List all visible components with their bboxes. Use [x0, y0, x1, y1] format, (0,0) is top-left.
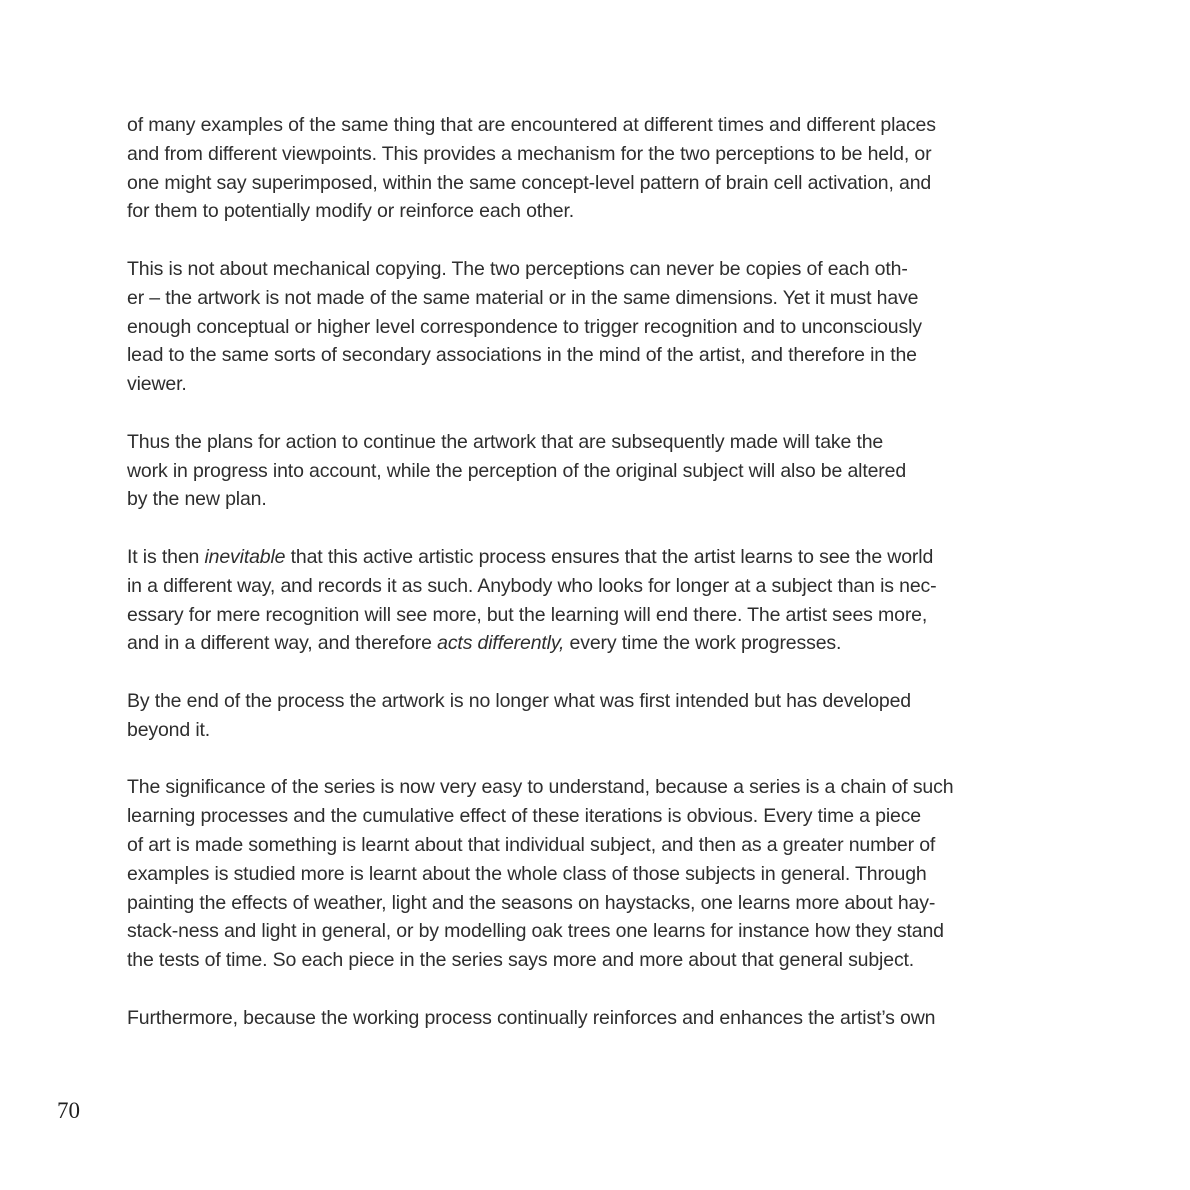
paragraph: It is then inevitable that this active artistic process ensures that the artist learns to see the world in a different way, and records it as such. Anybody who looks for longer at a subject than is nec- essary for mere recognition will see more, but the learning will end there. The artist sees more, and in a different way, and therefore acts differently, every time the work progresses.: [127, 545, 937, 655]
paragraph: of many examples of the same thing that are encountered at different times and different places and from different viewpoints. This provides a mechanism for the two perceptions to be held, or one might say superimposed, within the same concept-level pattern of brain cell activation, and for them to potentially modify or reinforce each other.: [127, 114, 936, 223]
paragraph: This is not about mechanical copying. The two perceptions can never be copies of each oth- er – the artwork is not made of the same material or in the same dimensions. Yet it must have enough conceptual or higher level correspondence to trigger recognition and to unconsciously lead to the same sorts of secondary associations in the mind of the artist, and therefore in the viewer.: [127, 257, 922, 396]
page-text: [127, 111, 1087, 1061]
paragraph: By the end of the process the artwork is no longer what was first intended but has developed beyond it.: [127, 689, 912, 741]
page-number: 70: [57, 1098, 80, 1123]
paragraph: The significance of the series is now very easy to understand, because a series is a chain of such learning processes and the cumulative effect of these iterations is obvious. Every time a piece of art is made something is learnt about that individual subject, and then as a greater number of examples is studied more is learnt about the whole class of those subjects in general. Through painting the effects of weather, light and the seasons on haystacks, one learns more about hay- stack-ness and light in general, or by modelling oak trees one learns for instance how they stand the tests of time. So each piece in the series says more and more about that general subject.: [127, 776, 954, 972]
paragraph: Furthermore, because the working process continually reinforces and enhances the artist’s own: [127, 1006, 936, 1029]
paragraph: Thus the plans for action to continue the artwork that are subsequently made will take the work in progress into account, while the perception of the original subject will also be altered by the new plan.: [127, 430, 907, 511]
